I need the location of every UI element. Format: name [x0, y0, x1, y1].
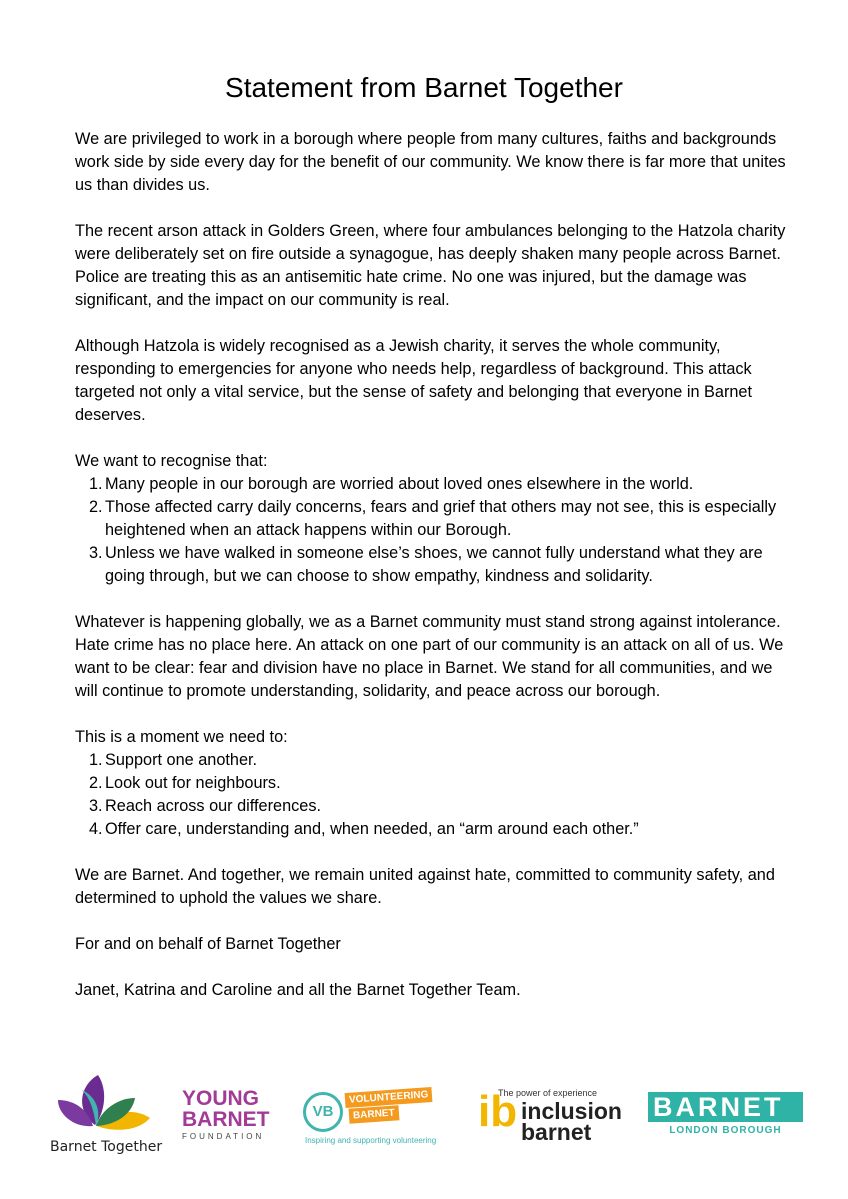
paragraph-hatzola: Although Hatzola is widely recognised as a Jewish charity, it serves the whole community, responding to emergencies for anyone who needs help, regardless of background. This attack targeted not only a vital service, but the sense of safety and belonging that everyone in Barnet deserves. — [75, 337, 753, 424]
list-text: Many people in our borough are worried about loved ones elsewhere in the world. — [105, 475, 694, 493]
list-text: Look out for neighbours. — [105, 774, 281, 792]
lb-word-barnet: BARNET — [648, 1092, 803, 1122]
list-number: 3. — [89, 544, 103, 562]
list-text: Unless we have walked in someone else’s shoes, we cannot fully understand what they are going through, but we can choose to show empathy, kindness and solidarity. — [105, 544, 763, 585]
young-barnet-word-young: YOUNG — [182, 1087, 260, 1110]
vb-word-barnet: BARNET — [349, 1105, 400, 1123]
ib-word-inclusion: inclusion — [521, 1098, 622, 1124]
paragraph-we-are-barnet: We are Barnet. And together, we remain united against hate, committed to community safety, and determined to uphold the values we share. — [75, 866, 775, 907]
list-item — [75, 795, 790, 818]
barnet-together-wordmark: Barnet Together — [50, 1139, 163, 1155]
paragraph-moment-intro: This is a moment we need to: — [75, 728, 288, 746]
statement-body — [75, 128, 790, 1025]
barnet-together-flower-icon — [50, 1070, 160, 1132]
list-number: 3. — [89, 797, 103, 815]
lb-word-london-borough: LONDON BOROUGH — [669, 1125, 782, 1136]
recognise-list — [75, 473, 790, 588]
young-barnet-word-barnet: BARNET — [182, 1108, 270, 1131]
list-text: Reach across our differences. — [105, 797, 321, 815]
ib-word-barnet: barnet — [521, 1119, 592, 1145]
partner-logos — [0, 1070, 848, 1180]
vb-word-volunteering: VOLUNTEERING — [345, 1087, 433, 1108]
young-barnet-word-foundation: FOUNDATION — [182, 1132, 265, 1141]
list-item — [75, 772, 790, 795]
list-number: 2. — [89, 498, 103, 516]
vb-badge-icon: VB — [303, 1092, 343, 1132]
paragraph-intro: We are privileged to work in a borough where people from many cultures, faiths and backgrounds work side by side every day for the benefit of our community. We know there is far more that unites us than divides us. — [75, 130, 786, 194]
paragraph-signatories: Janet, Katrina and Caroline and all the Barnet Together Team. — [75, 981, 521, 999]
moment-list — [75, 749, 790, 841]
list-number: 4. — [89, 820, 103, 838]
paragraph-recognise-intro: We want to recognise that: — [75, 452, 268, 470]
list-text: Those affected carry daily concerns, fears and grief that others may not see, this is especially heightened when an attack happens within our Borough. — [105, 498, 777, 539]
young-barnet-foundation-logo — [182, 1088, 282, 1148]
volunteering-barnet-logo — [303, 1090, 458, 1150]
list-item — [75, 496, 790, 542]
vb-tagline: Inspiring and supporting volunteering — [305, 1136, 437, 1145]
paragraph-on-behalf: For and on behalf of Barnet Together — [75, 935, 341, 953]
ib-tagline: The power of experience — [498, 1088, 598, 1098]
barnet-london-borough-logo — [648, 1092, 803, 1142]
paragraph-arson-attack: The recent arson attack in Golders Green, where four ambulances belonging to the Hatzola charity were deliberately set on fire outside a synagogue, has deeply shaken many people across Barnet. Police are treating this as an antisemitic hate crime. No one was injured, but the damage was significant, and the impact on our community is real. — [75, 222, 786, 309]
list-number: 2. — [89, 774, 103, 792]
list-text: Offer care, understanding and, when needed, an “arm around each other.” — [105, 820, 639, 838]
list-item — [75, 749, 790, 772]
list-item — [75, 473, 790, 496]
inclusion-barnet-logo — [478, 1088, 628, 1148]
paragraph-stand-strong: Whatever is happening globally, we as a Barnet community must stand strong against intolerance. Hate crime has no place here. An attack on one part of our community is an attack on all of us. We want to be clear: fear and division have no place in Barnet. We stand for all communities, and we will continue to promote understanding, solidarity, and peace across our borough. — [75, 613, 784, 700]
list-item — [75, 818, 790, 841]
list-number: 1. — [89, 475, 103, 493]
list-item — [75, 542, 790, 588]
list-number: 1. — [89, 751, 103, 769]
ib-letters-icon: ib — [478, 1087, 518, 1136]
page-title: Statement from Barnet Together — [225, 72, 623, 103]
barnet-together-logo — [50, 1070, 163, 1155]
list-text: Support one another. — [105, 751, 258, 769]
